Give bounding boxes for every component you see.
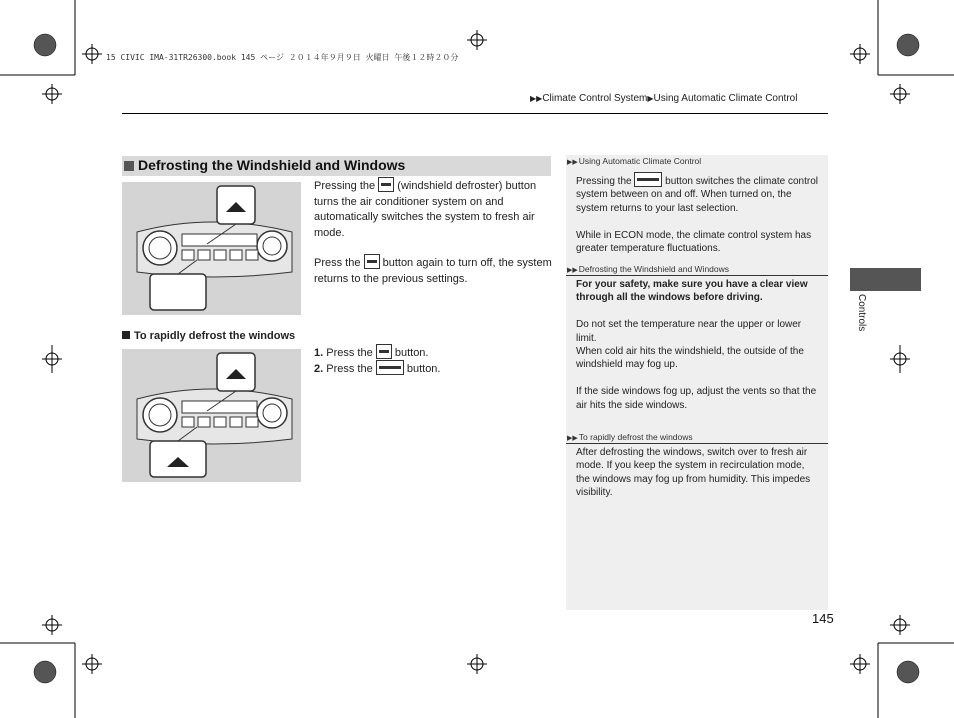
note-arrow-icon: ▶▶ <box>567 159 578 166</box>
side-note-title-text: Using Automatic Climate Control <box>578 156 702 166</box>
print-header: 15 CIVIC IMA-31TR26300.book 145 ページ ２０１４年９月９日 火曜日 午後１２時２０分 <box>106 53 459 62</box>
chapter-tab-label: Controls <box>856 294 867 332</box>
subsection-heading <box>122 330 295 342</box>
subsection-title: To rapidly defrost the windows <box>134 330 296 342</box>
side-note-paragraph: Do not set the temperature near the upper or lower limit. <box>576 319 802 344</box>
text-fragment: button. <box>406 363 441 375</box>
step-1 <box>314 344 428 362</box>
note-arrow-icon: ▶▶ <box>567 435 578 442</box>
defroster-button-icon <box>376 344 392 359</box>
defroster-button-icon <box>378 177 394 192</box>
side-note-paragraph: After defrosting the windows, switch over to fresh air mode. If you keep the system in recirculation mode, the windows may fog up from humidity. This impedes visibility. <box>576 447 811 499</box>
climate-panel-illustration <box>122 182 301 315</box>
side-note-paragraph: If the side windows fog up, adjust the vents so that the air hits the side windows. <box>576 386 817 411</box>
step-number: 1. <box>314 347 324 359</box>
breadcrumb <box>530 93 797 104</box>
text-fragment: Press the <box>326 347 373 359</box>
section-heading <box>122 156 551 176</box>
text-fragment: Pressing the <box>576 176 632 187</box>
side-note-paragraph <box>576 172 820 215</box>
side-note-paragraph: While in ECON mode, the climate control system has greater temperature fluctuations. <box>576 229 812 255</box>
side-note-title-text: Defrosting the Windshield and Windows <box>578 264 730 274</box>
chapter-tab[interactable] <box>850 268 921 291</box>
breadcrumb-arrow-icon: ▶ <box>647 94 654 103</box>
page-number: 145 <box>812 611 834 626</box>
section-marker-icon <box>124 161 134 171</box>
subsection-marker-icon <box>122 331 130 339</box>
note-arrow-icon: ▶▶ <box>567 267 578 274</box>
header-rule <box>122 113 828 114</box>
recirculation-button-icon <box>376 360 404 375</box>
breadcrumb-item[interactable]: Climate Control System <box>542 93 648 104</box>
text-fragment: Press the <box>314 257 361 269</box>
defroster-button-icon <box>364 254 380 269</box>
section-paragraph-1 <box>314 177 552 241</box>
text-fragment: button again to turn off, the system returns to the previous settings. <box>314 257 552 285</box>
climate-panel-figure-1 <box>122 182 301 315</box>
side-note-title <box>566 155 828 167</box>
side-note-paragraph: When cold air hits the windshield, the outside of the windshield may fog up. <box>576 346 804 371</box>
step-2 <box>314 360 440 378</box>
breadcrumb-item[interactable]: Using Automatic Climate Control <box>653 93 798 104</box>
section-title: Defrosting the Windshield and Windows <box>138 157 406 173</box>
text-fragment: (windshield defroster) button turns the air conditioner system on and automatically switches the system to fresh air mode. <box>314 180 537 239</box>
climate-panel-figure-2 <box>122 349 301 482</box>
text-fragment: Press the <box>326 363 373 375</box>
breadcrumb-arrow-icon: ▶▶ <box>530 94 543 103</box>
side-note-title <box>566 263 828 275</box>
side-note-title-text: To rapidly defrost the windows <box>578 432 693 442</box>
side-note-automatic <box>566 155 828 269</box>
climate-panel-illustration <box>122 349 301 482</box>
text-fragment: button. <box>394 347 429 359</box>
safety-warning: For your safety, make sure you have a clear view through all the windows before driving. <box>576 279 808 304</box>
section-paragraph-2 <box>314 254 552 287</box>
step-number: 2. <box>314 363 324 375</box>
on-off-button-icon <box>634 172 662 187</box>
side-note-rapid-defrost <box>566 431 828 513</box>
side-note-defrosting <box>566 263 828 425</box>
side-notes-panel <box>566 155 828 610</box>
side-note-title <box>566 431 828 443</box>
text-fragment: button switches the climate control system between on and off. When turned on, the system returns to your last selection. <box>576 176 819 214</box>
text-fragment: Pressing the <box>314 180 376 192</box>
